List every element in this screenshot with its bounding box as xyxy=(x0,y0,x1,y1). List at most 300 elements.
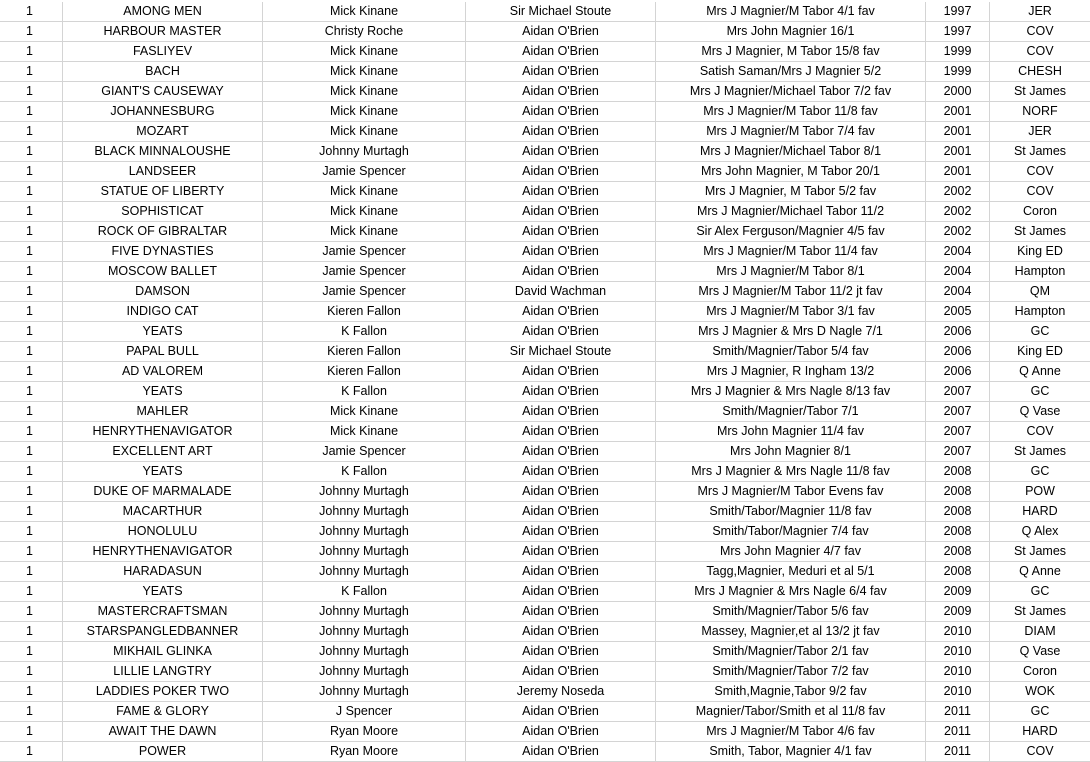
year-cell[interactable]: 2002 xyxy=(926,182,990,201)
trainer-cell[interactable]: Aidan O'Brien xyxy=(466,162,656,181)
jockey-cell[interactable]: Ryan Moore xyxy=(263,722,466,741)
year-cell[interactable]: 2011 xyxy=(926,742,990,761)
year-cell[interactable]: 2009 xyxy=(926,582,990,601)
position-cell[interactable]: 1 xyxy=(0,42,63,61)
horse-cell[interactable]: HENRYTHENAVIGATOR xyxy=(63,542,263,561)
jockey-cell[interactable]: Mick Kinane xyxy=(263,402,466,421)
horse-cell[interactable]: HARBOUR MASTER xyxy=(63,22,263,41)
owner-odds-cell[interactable]: Mrs J Magnier/M Tabor 4/1 fav xyxy=(656,2,926,21)
trainer-cell[interactable]: Aidan O'Brien xyxy=(466,642,656,661)
jockey-cell[interactable]: K Fallon xyxy=(263,462,466,481)
trainer-cell[interactable]: Aidan O'Brien xyxy=(466,322,656,341)
horse-cell[interactable]: MOZART xyxy=(63,122,263,141)
position-cell[interactable]: 1 xyxy=(0,222,63,241)
year-cell[interactable]: 2008 xyxy=(926,562,990,581)
trainer-cell[interactable]: Aidan O'Brien xyxy=(466,602,656,621)
race-cell[interactable]: St James xyxy=(1013,544,1067,558)
table-row xyxy=(0,182,1090,202)
owner-odds-cell[interactable]: Smith/Tabor/Magnier 11/8 fav xyxy=(656,502,926,521)
trainer-cell[interactable]: Aidan O'Brien xyxy=(466,742,656,761)
table-row xyxy=(0,202,1090,222)
race-cell[interactable]: Hampton xyxy=(1014,264,1066,278)
year-cell[interactable]: 2010 xyxy=(926,662,990,681)
horse-cell[interactable]: BLACK MINNALOUSHE xyxy=(63,142,263,161)
trainer-cell[interactable]: Aidan O'Brien xyxy=(466,222,656,241)
year-cell[interactable]: 2001 xyxy=(926,142,990,161)
horse-cell[interactable]: INDIGO CAT xyxy=(63,302,263,321)
jockey-cell[interactable]: Johnny Murtagh xyxy=(263,642,466,661)
jockey-cell[interactable]: Mick Kinane xyxy=(263,102,466,121)
table-row xyxy=(0,62,1090,82)
year-cell[interactable]: 2007 xyxy=(926,422,990,441)
owner-odds-cell[interactable]: Mrs J Magnier & Mrs Nagle 6/4 fav xyxy=(656,582,926,601)
position-cell[interactable]: 1 xyxy=(0,422,63,441)
owner-odds-cell[interactable]: Mrs J Magnier/M Tabor 4/6 fav xyxy=(656,722,926,741)
table-row xyxy=(0,602,1090,622)
position-cell[interactable]: 1 xyxy=(0,122,63,141)
jockey-cell[interactable]: Mick Kinane xyxy=(263,42,466,61)
table-row xyxy=(0,682,1090,702)
position-cell[interactable]: 1 xyxy=(0,142,63,161)
table-row xyxy=(0,242,1090,262)
trainer-cell[interactable]: Aidan O'Brien xyxy=(466,382,656,401)
jockey-cell[interactable]: Johnny Murtagh xyxy=(263,602,466,621)
position-cell[interactable]: 1 xyxy=(0,362,63,381)
jockey-cell[interactable]: Johnny Murtagh xyxy=(263,662,466,681)
table-row xyxy=(0,362,1090,382)
owner-odds-cell[interactable]: Smith/Magnier/Tabor 5/4 fav xyxy=(656,342,926,361)
horse-cell[interactable]: AD VALOREM xyxy=(63,362,263,381)
position-cell[interactable]: 1 xyxy=(0,182,63,201)
horse-cell[interactable]: BACH xyxy=(63,62,263,81)
jockey-cell[interactable]: Jamie Spencer xyxy=(263,162,466,181)
horse-cell[interactable]: STATUE OF LIBERTY xyxy=(63,182,263,201)
year-cell[interactable]: 2002 xyxy=(926,222,990,241)
position-cell[interactable]: 1 xyxy=(0,442,63,461)
jockey-cell[interactable]: Johnny Murtagh xyxy=(263,482,466,501)
year-cell[interactable]: 2007 xyxy=(926,442,990,461)
year-cell[interactable]: 1997 xyxy=(926,2,990,21)
position-cell[interactable]: 1 xyxy=(0,722,63,741)
horse-cell[interactable]: FIVE DYNASTIES xyxy=(63,242,263,261)
table-row xyxy=(0,282,1090,302)
position-cell[interactable]: 1 xyxy=(0,202,63,221)
owner-odds-cell[interactable]: Mrs J Magnier/M Tabor 7/4 fav xyxy=(656,122,926,141)
jockey-cell[interactable]: K Fallon xyxy=(263,382,466,401)
owner-odds-cell[interactable]: Smith/Magnier/Tabor 2/1 fav xyxy=(656,642,926,661)
year-cell[interactable]: 2010 xyxy=(926,622,990,641)
race-cell[interactable]: GC xyxy=(1030,704,1050,718)
position-cell[interactable]: 1 xyxy=(0,542,63,561)
horse-cell[interactable]: YEATS xyxy=(63,462,263,481)
position-cell[interactable]: 1 xyxy=(0,82,63,101)
year-cell[interactable]: 1999 xyxy=(926,42,990,61)
position-cell[interactable]: 1 xyxy=(0,262,63,281)
year-cell[interactable]: 2011 xyxy=(926,702,990,721)
jockey-cell[interactable]: Kieren Fallon xyxy=(263,302,466,321)
year-cell[interactable]: 2007 xyxy=(926,382,990,401)
position-cell[interactable]: 1 xyxy=(0,562,63,581)
owner-odds-cell[interactable]: Mrs J Magnier, M Tabor 5/2 fav xyxy=(656,182,926,201)
position-cell[interactable]: 1 xyxy=(0,342,63,361)
jockey-cell[interactable]: K Fallon xyxy=(263,582,466,601)
trainer-cell[interactable]: Aidan O'Brien xyxy=(466,582,656,601)
horse-cell[interactable]: AMONG MEN xyxy=(63,2,263,21)
position-cell[interactable]: 1 xyxy=(0,482,63,501)
owner-odds-cell[interactable]: Mrs John Magnier 11/4 fav xyxy=(656,422,926,441)
owner-odds-cell[interactable]: Mrs J Magnier & Mrs Nagle 8/13 fav xyxy=(656,382,926,401)
position-cell[interactable]: 1 xyxy=(0,382,63,401)
jockey-cell[interactable]: Mick Kinane xyxy=(263,2,466,21)
year-cell[interactable]: 2010 xyxy=(926,642,990,661)
race-cell[interactable]: St James xyxy=(1013,224,1067,238)
race-cell[interactable]: Coron xyxy=(1022,664,1058,678)
owner-odds-cell[interactable]: Mrs J Magnier & Mrs D Nagle 7/1 xyxy=(656,322,926,341)
race-cell[interactable]: Q Vase xyxy=(1019,404,1061,418)
trainer-cell[interactable]: Aidan O'Brien xyxy=(466,622,656,641)
year-cell[interactable]: 2000 xyxy=(926,82,990,101)
position-cell[interactable]: 1 xyxy=(0,602,63,621)
year-cell[interactable]: 2008 xyxy=(926,462,990,481)
trainer-cell[interactable]: Aidan O'Brien xyxy=(466,422,656,441)
year-cell[interactable]: 2008 xyxy=(926,522,990,541)
owner-odds-cell[interactable]: Mrs J Magnier & Mrs Nagle 11/8 fav xyxy=(656,462,926,481)
jockey-cell[interactable]: Johnny Murtagh xyxy=(263,522,466,541)
owner-odds-cell[interactable]: Mrs J Magnier/M Tabor 8/1 xyxy=(656,262,926,281)
horse-cell[interactable]: ROCK OF GIBRALTAR xyxy=(63,222,263,241)
trainer-cell[interactable]: Aidan O'Brien xyxy=(466,42,656,61)
owner-odds-cell[interactable]: Mrs J Magnier/M Tabor 3/1 fav xyxy=(656,302,926,321)
horse-cell[interactable]: YEATS xyxy=(63,382,263,401)
table-row xyxy=(0,502,1090,522)
jockey-cell[interactable]: Ryan Moore xyxy=(263,742,466,761)
horse-cell[interactable]: YEATS xyxy=(63,582,263,601)
race-cell[interactable]: JER xyxy=(1028,4,1052,18)
jockey-cell[interactable]: Jamie Spencer xyxy=(263,242,466,261)
table-row xyxy=(0,622,1090,642)
position-cell[interactable]: 1 xyxy=(0,242,63,261)
owner-odds-cell[interactable]: Smith/Magnier/Tabor 7/2 fav xyxy=(656,662,926,681)
position-cell[interactable]: 1 xyxy=(0,62,63,81)
race-cell[interactable]: St James xyxy=(1013,84,1067,98)
position-cell[interactable]: 1 xyxy=(0,302,63,321)
owner-odds-cell[interactable]: Mrs J Magnier, R Ingham 13/2 xyxy=(656,362,926,381)
year-cell[interactable]: 2004 xyxy=(926,262,990,281)
position-cell[interactable]: 1 xyxy=(0,462,63,481)
position-cell[interactable]: 1 xyxy=(0,2,63,21)
trainer-cell[interactable]: Aidan O'Brien xyxy=(466,62,656,81)
year-cell[interactable]: 2009 xyxy=(926,602,990,621)
year-cell[interactable]: 2008 xyxy=(926,482,990,501)
year-cell[interactable]: 2001 xyxy=(926,122,990,141)
jockey-cell[interactable]: Johnny Murtagh xyxy=(263,562,466,581)
jockey-cell[interactable]: J Spencer xyxy=(263,702,466,721)
table-row xyxy=(0,402,1090,422)
jockey-cell[interactable]: Mick Kinane xyxy=(263,82,466,101)
horse-cell[interactable]: HENRYTHENAVIGATOR xyxy=(63,422,263,441)
horse-cell[interactable]: YEATS xyxy=(63,322,263,341)
table-row xyxy=(0,82,1090,102)
owner-odds-cell[interactable]: Mrs J Magnier/Michael Tabor 7/2 fav xyxy=(656,82,926,101)
year-cell[interactable]: 2004 xyxy=(926,282,990,301)
trainer-cell[interactable]: Aidan O'Brien xyxy=(466,362,656,381)
race-cell[interactable]: POW xyxy=(1025,484,1055,498)
trainer-cell[interactable]: Sir Michael Stoute xyxy=(466,342,656,361)
horse-cell[interactable]: LADDIES POKER TWO xyxy=(63,682,263,701)
owner-odds-cell[interactable]: Mrs J Magnier/Michael Tabor 8/1 xyxy=(656,142,926,161)
trainer-cell[interactable]: Aidan O'Brien xyxy=(466,502,656,521)
jockey-cell[interactable]: Mick Kinane xyxy=(263,422,466,441)
horse-cell[interactable]: FAME & GLORY xyxy=(63,702,263,721)
horse-cell[interactable]: LANDSEER xyxy=(63,162,263,181)
horse-cell[interactable]: DAMSON xyxy=(63,282,263,301)
owner-odds-cell[interactable]: Mrs J Magnier/M Tabor 11/2 jt fav xyxy=(656,282,926,301)
table-row xyxy=(0,322,1090,342)
trainer-cell[interactable]: Aidan O'Brien xyxy=(466,242,656,261)
jockey-cell[interactable]: K Fallon xyxy=(263,322,466,341)
race-cell[interactable]: WOK xyxy=(1025,684,1055,698)
horse-cell[interactable]: JOHANNESBURG xyxy=(63,102,263,121)
horse-cell[interactable]: AWAIT THE DAWN xyxy=(63,722,263,741)
year-cell[interactable]: 2008 xyxy=(926,542,990,561)
race-cell[interactable]: St James xyxy=(1013,604,1067,618)
owner-odds-cell[interactable]: Mrs John Magnier 4/7 fav xyxy=(656,542,926,561)
trainer-cell[interactable]: Aidan O'Brien xyxy=(466,662,656,681)
horse-cell[interactable]: GIANT'S CAUSEWAY xyxy=(63,82,263,101)
trainer-cell[interactable]: Aidan O'Brien xyxy=(466,562,656,581)
jockey-cell[interactable]: Mick Kinane xyxy=(263,62,466,81)
table-row xyxy=(0,102,1090,122)
owner-odds-cell[interactable]: Mrs J Magnier/M Tabor 11/4 fav xyxy=(656,242,926,261)
year-cell[interactable]: 2006 xyxy=(926,342,990,361)
race-cell[interactable]: Q Anne xyxy=(1019,364,1061,378)
trainer-cell[interactable]: Aidan O'Brien xyxy=(466,182,656,201)
position-cell[interactable]: 1 xyxy=(0,402,63,421)
owner-odds-cell[interactable]: Smith/Tabor/Magnier 7/4 fav xyxy=(656,522,926,541)
year-cell[interactable]: 2001 xyxy=(926,162,990,181)
race-cell[interactable]: COV xyxy=(1026,184,1054,198)
trainer-cell[interactable]: Sir Michael Stoute xyxy=(466,2,656,21)
position-cell[interactable]: 1 xyxy=(0,682,63,701)
owner-odds-cell[interactable]: Satish Saman/Mrs J Magnier 5/2 xyxy=(656,62,926,81)
table-row xyxy=(0,342,1090,362)
trainer-cell[interactable]: Aidan O'Brien xyxy=(466,522,656,541)
jockey-cell[interactable]: Mick Kinane xyxy=(263,202,466,221)
owner-odds-cell[interactable]: Smith/Magnier/Tabor 5/6 fav xyxy=(656,602,926,621)
trainer-cell[interactable]: Aidan O'Brien xyxy=(466,102,656,121)
race-cell[interactable]: King ED xyxy=(1017,244,1063,258)
position-cell[interactable]: 1 xyxy=(0,702,63,721)
trainer-cell[interactable]: Aidan O'Brien xyxy=(466,442,656,461)
horse-cell[interactable]: MACARTHUR xyxy=(63,502,263,521)
race-cell[interactable]: King ED xyxy=(1017,344,1063,358)
race-cell[interactable]: QM xyxy=(1029,284,1051,298)
year-cell[interactable]: 2008 xyxy=(926,502,990,521)
owner-odds-cell[interactable]: Smith, Tabor, Magnier 4/1 fav xyxy=(656,742,926,761)
table-row xyxy=(0,582,1090,602)
race-cell[interactable]: St James xyxy=(1013,444,1067,458)
jockey-cell[interactable]: Jamie Spencer xyxy=(263,442,466,461)
table-row xyxy=(0,462,1090,482)
jockey-cell[interactable]: Johnny Murtagh xyxy=(263,142,466,161)
year-cell[interactable]: 2006 xyxy=(926,322,990,341)
table-row xyxy=(0,562,1090,582)
owner-odds-cell[interactable]: Mrs John Magnier, M Tabor 20/1 xyxy=(656,162,926,181)
jockey-cell[interactable]: Johnny Murtagh xyxy=(263,542,466,561)
table-row xyxy=(0,722,1090,742)
owner-odds-cell[interactable]: Magnier/Tabor/Smith et al 11/8 fav xyxy=(656,702,926,721)
table-row xyxy=(0,482,1090,502)
year-cell[interactable]: 2011 xyxy=(926,722,990,741)
trainer-cell[interactable]: Aidan O'Brien xyxy=(466,462,656,481)
table-row xyxy=(0,22,1090,42)
table-row xyxy=(0,422,1090,442)
horse-cell[interactable]: MAHLER xyxy=(63,402,263,421)
race-cell[interactable]: GC xyxy=(1030,324,1050,338)
trainer-cell[interactable]: Aidan O'Brien xyxy=(466,702,656,721)
owner-odds-cell[interactable]: Mrs J Magnier/M Tabor 11/8 fav xyxy=(656,102,926,121)
year-cell[interactable]: 1997 xyxy=(926,22,990,41)
owner-odds-cell[interactable]: Mrs John Magnier 8/1 xyxy=(656,442,926,461)
jockey-cell[interactable]: Mick Kinane xyxy=(263,122,466,141)
owner-odds-cell[interactable]: Smith,Magnie,Tabor 9/2 fav xyxy=(656,682,926,701)
trainer-cell[interactable]: Aidan O'Brien xyxy=(466,402,656,421)
trainer-cell[interactable]: Aidan O'Brien xyxy=(466,122,656,141)
horse-cell[interactable]: SOPHISTICAT xyxy=(63,202,263,221)
race-cell[interactable]: COV xyxy=(1026,24,1054,38)
jockey-cell[interactable]: Kieren Fallon xyxy=(263,342,466,361)
position-cell[interactable]: 1 xyxy=(0,622,63,641)
horse-cell[interactable]: DUKE OF MARMALADE xyxy=(63,482,263,501)
race-cell[interactable]: HARD xyxy=(1022,504,1058,518)
trainer-cell[interactable]: Aidan O'Brien xyxy=(466,482,656,501)
horse-cell[interactable]: EXCELLENT ART xyxy=(63,442,263,461)
trainer-cell[interactable]: David Wachman xyxy=(466,282,656,301)
race-cell[interactable]: JER xyxy=(1028,124,1052,138)
horse-cell[interactable]: HARADASUN xyxy=(63,562,263,581)
race-cell[interactable]: Coron xyxy=(1022,204,1058,218)
race-cell[interactable]: GC xyxy=(1030,384,1050,398)
jockey-cell[interactable]: Johnny Murtagh xyxy=(263,622,466,641)
position-cell[interactable]: 1 xyxy=(0,582,63,601)
jockey-cell[interactable]: Jamie Spencer xyxy=(263,282,466,301)
table-row xyxy=(0,162,1090,182)
race-cell[interactable]: Q Alex xyxy=(1021,524,1059,538)
race-cell[interactable]: COV xyxy=(1026,44,1054,58)
owner-odds-cell[interactable]: Massey, Magnier,et al 13/2 jt fav xyxy=(656,622,926,641)
horse-cell[interactable]: PAPAL BULL xyxy=(63,342,263,361)
trainer-cell[interactable]: Aidan O'Brien xyxy=(466,202,656,221)
position-cell[interactable]: 1 xyxy=(0,502,63,521)
trainer-cell[interactable]: Aidan O'Brien xyxy=(466,142,656,161)
race-cell[interactable]: HARD xyxy=(1022,724,1058,738)
jockey-cell[interactable]: Jamie Spencer xyxy=(263,262,466,281)
trainer-cell[interactable]: Aidan O'Brien xyxy=(466,22,656,41)
horse-cell[interactable]: LILLIE LANGTRY xyxy=(63,662,263,681)
owner-odds-cell[interactable]: Tagg,Magnier, Meduri et al 5/1 xyxy=(656,562,926,581)
horse-cell[interactable]: POWER xyxy=(63,742,263,761)
year-cell[interactable]: 2002 xyxy=(926,202,990,221)
table-row xyxy=(0,302,1090,322)
owner-odds-cell[interactable]: Mrs John Magnier 16/1 xyxy=(656,22,926,41)
race-cell[interactable]: St James xyxy=(1013,144,1067,158)
owner-odds-cell[interactable]: Sir Alex Ferguson/Magnier 4/5 fav xyxy=(656,222,926,241)
table-row xyxy=(0,262,1090,282)
year-cell[interactable]: 2001 xyxy=(926,102,990,121)
race-cell[interactable]: COV xyxy=(1026,424,1054,438)
race-cell[interactable]: COV xyxy=(1026,744,1054,758)
owner-odds-cell[interactable]: Mrs J Magnier, M Tabor 15/8 fav xyxy=(656,42,926,61)
table-row xyxy=(0,742,1090,762)
year-cell[interactable]: 2006 xyxy=(926,362,990,381)
table-row xyxy=(0,522,1090,542)
race-cell[interactable]: GC xyxy=(1030,584,1050,598)
owner-odds-cell[interactable]: Mrs J Magnier/M Tabor Evens fav xyxy=(656,482,926,501)
race-cell[interactable]: NORF xyxy=(1022,104,1058,118)
race-cell[interactable]: GC xyxy=(1030,464,1050,478)
year-cell[interactable]: 2004 xyxy=(926,242,990,261)
trainer-cell[interactable]: Aidan O'Brien xyxy=(466,722,656,741)
trainer-cell[interactable]: Jeremy Noseda xyxy=(466,682,656,701)
race-cell[interactable]: Hampton xyxy=(1014,304,1066,318)
position-cell[interactable]: 1 xyxy=(0,22,63,41)
jockey-cell[interactable]: Johnny Murtagh xyxy=(263,502,466,521)
table-row xyxy=(0,642,1090,662)
year-cell[interactable]: 1999 xyxy=(926,62,990,81)
year-cell[interactable]: 2010 xyxy=(926,682,990,701)
table-row xyxy=(0,662,1090,682)
jockey-cell[interactable]: Johnny Murtagh xyxy=(263,682,466,701)
horse-cell[interactable]: STARSPANGLEDBANNER xyxy=(63,622,263,641)
horse-cell[interactable]: HONOLULU xyxy=(63,522,263,541)
race-cell[interactable]: Q Vase xyxy=(1019,644,1061,658)
year-cell[interactable]: 2005 xyxy=(926,302,990,321)
trainer-cell[interactable]: Aidan O'Brien xyxy=(466,302,656,321)
jockey-cell[interactable]: Mick Kinane xyxy=(263,182,466,201)
table-row xyxy=(0,442,1090,462)
position-cell[interactable]: 1 xyxy=(0,162,63,181)
table-row xyxy=(0,382,1090,402)
trainer-cell[interactable]: Aidan O'Brien xyxy=(466,542,656,561)
trainer-cell[interactable]: Aidan O'Brien xyxy=(466,262,656,281)
position-cell[interactable]: 1 xyxy=(0,322,63,341)
table-row xyxy=(0,702,1090,722)
jockey-cell[interactable]: Mick Kinane xyxy=(263,222,466,241)
race-cell[interactable]: Q Anne xyxy=(1019,564,1061,578)
jockey-cell[interactable]: Christy Roche xyxy=(263,22,466,41)
table-row xyxy=(0,142,1090,162)
race-cell[interactable]: DIAM xyxy=(1024,624,1056,638)
jockey-cell[interactable]: Kieren Fallon xyxy=(263,362,466,381)
horse-cell[interactable]: MOSCOW BALLET xyxy=(63,262,263,281)
position-cell[interactable]: 1 xyxy=(0,102,63,121)
owner-odds-cell[interactable]: Smith/Magnier/Tabor 7/1 xyxy=(656,402,926,421)
position-cell[interactable]: 1 xyxy=(0,742,63,761)
horse-cell[interactable]: MIKHAIL GLINKA xyxy=(63,642,263,661)
position-cell[interactable]: 1 xyxy=(0,642,63,661)
trainer-cell[interactable]: Aidan O'Brien xyxy=(466,82,656,101)
table-row xyxy=(0,2,1090,22)
year-cell[interactable]: 2007 xyxy=(926,402,990,421)
horse-cell[interactable]: MASTERCRAFTSMAN xyxy=(63,602,263,621)
race-cell[interactable]: CHESH xyxy=(1018,64,1062,78)
horse-cell[interactable]: FASLIYEV xyxy=(63,42,263,61)
owner-odds-cell[interactable]: Mrs J Magnier/Michael Tabor 11/2 xyxy=(656,202,926,221)
position-cell[interactable]: 1 xyxy=(0,522,63,541)
race-cell[interactable]: COV xyxy=(1026,164,1054,178)
position-cell[interactable]: 1 xyxy=(0,282,63,301)
position-cell[interactable]: 1 xyxy=(0,662,63,681)
